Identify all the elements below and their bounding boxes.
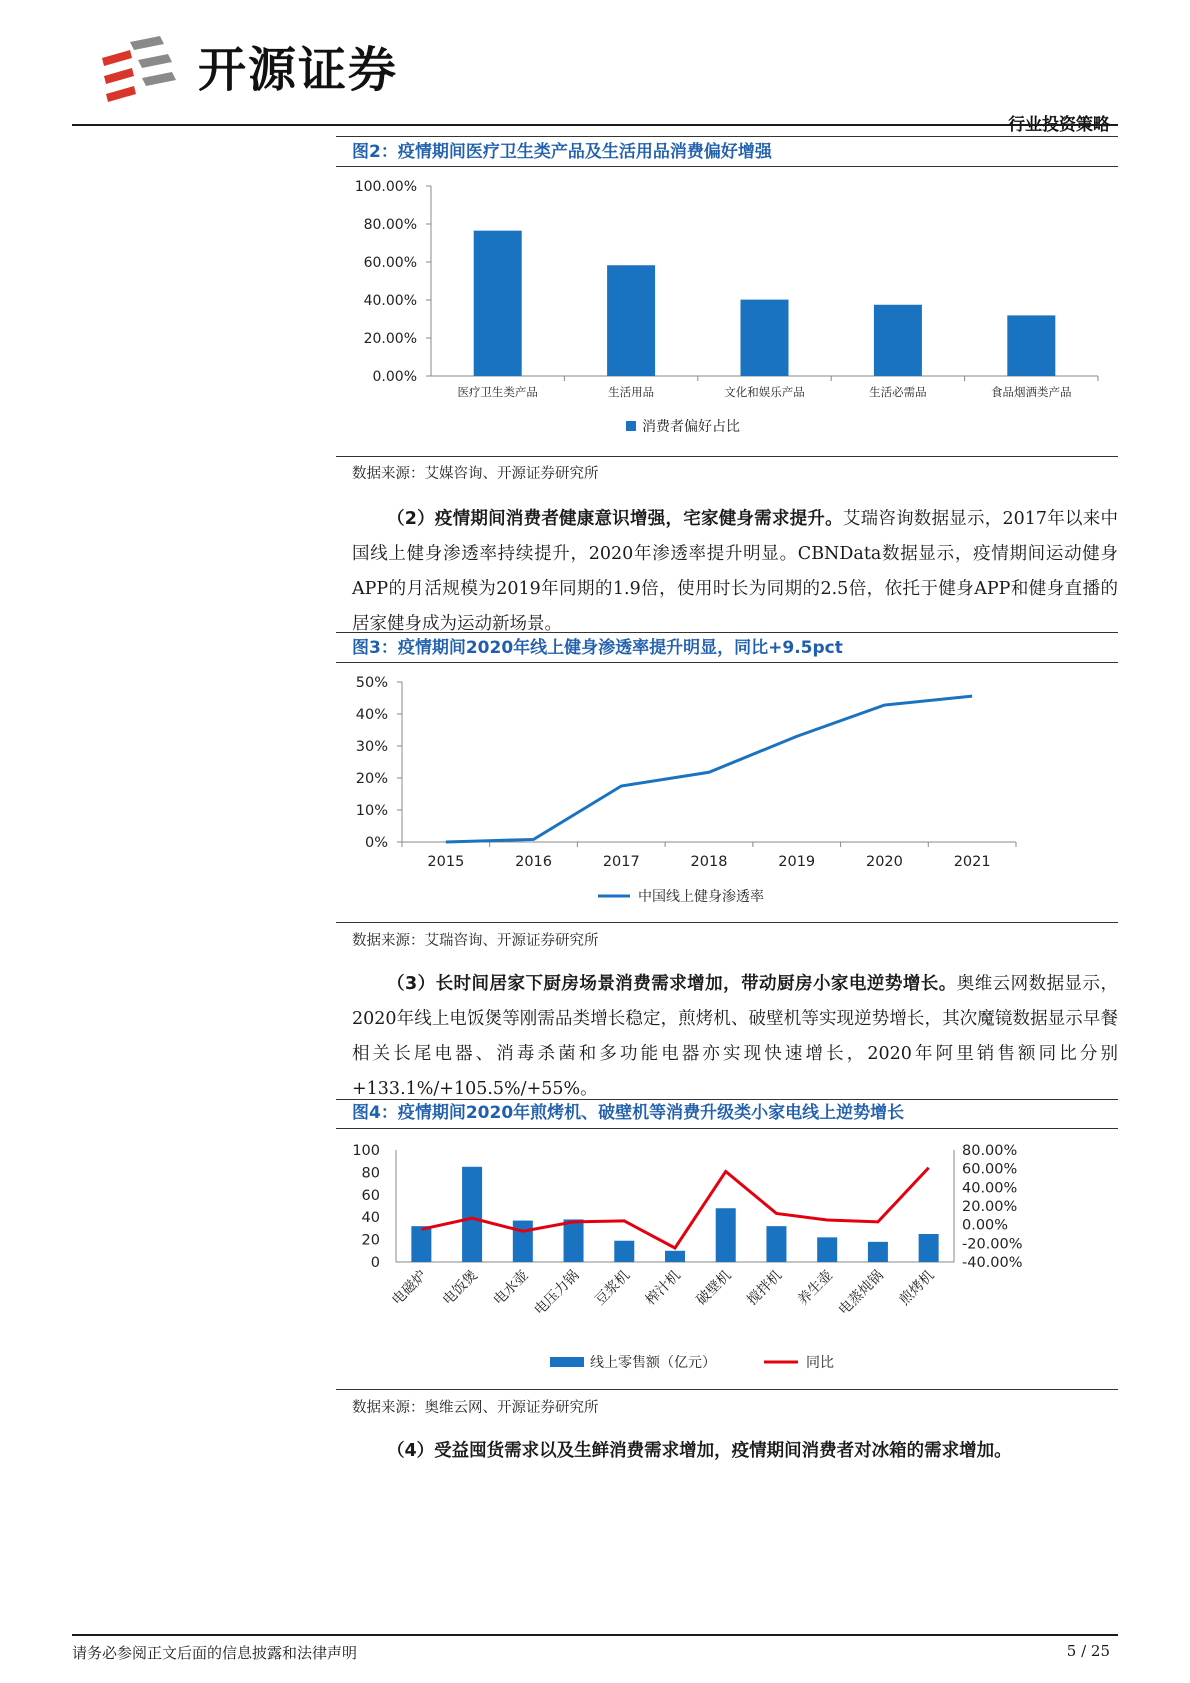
x-tick-label: 搅拌机 <box>744 1267 786 1309</box>
left-tick-label: 80 <box>361 1165 380 1182</box>
fig2-title: 图2：疫情期间医疗卫生类产品及生活用品消费偏好增强 <box>352 142 772 162</box>
legend-label: 中国线上健身渗透率 <box>638 889 764 905</box>
right-tick-label: 20.00% <box>962 1199 1018 1215</box>
y-tick-label: 100.00% <box>354 179 417 195</box>
right-tick-label: -40.00% <box>962 1255 1023 1271</box>
legend-bar-swatch <box>550 1357 584 1367</box>
paragraph-3 <box>352 967 1118 1107</box>
right-tick-label: 80.00% <box>962 1143 1018 1159</box>
x-tick-label: 电磁炉 <box>389 1267 431 1309</box>
fig4-combo-chart <box>336 1132 1118 1384</box>
paragraph-3-text: 奥维云网数据显示，2020年线上电饭煲等刚需品类增长稳定，煎烤机、破壁机等实现逆势增长，其次魔镜数据显示早餐相关长尾电器、消毒杀菌和多功能电器亦实现快速增长，2020年阿里销售额同比分别+133.1%/+105.5%/+55%。 <box>352 974 1118 1099</box>
fig3-line-chart <box>336 666 1118 916</box>
x-tick-label: 电饭煲 <box>439 1267 481 1309</box>
legend-label: 消费者偏好占比 <box>642 419 740 435</box>
fig3-source: 数据来源：艾瑞咨询、开源证券研究所 <box>352 933 599 949</box>
bar <box>474 231 522 376</box>
x-tick-label: 电水壶 <box>490 1267 532 1309</box>
footer-disclaimer: 请务必参阅正文后面的信息披露和法律声明 <box>72 1644 358 1662</box>
fig4-top-rule <box>336 1099 1118 1100</box>
y-tick-label: 40% <box>355 707 388 723</box>
left-tick-label: 0 <box>370 1255 380 1271</box>
x-tick-label: 生活必需品 <box>869 385 927 399</box>
y-tick-label: 80.00% <box>363 217 417 233</box>
bar <box>607 265 655 376</box>
fig2-bottom-rule <box>336 456 1118 457</box>
left-tick-label: 60 <box>361 1187 380 1204</box>
paragraph-2-lead: （2）疫情期间消费者健康意识增强，宅家健身需求提升。 <box>387 509 843 529</box>
fig4-source: 数据来源：奥维云网、开源证券研究所 <box>352 1400 599 1416</box>
x-tick-label: 2015 <box>427 854 465 870</box>
x-tick-label: 文化和娱乐产品 <box>724 385 805 399</box>
paragraph-2-text: 艾瑞咨询数据显示，2017年以来中国线上健身渗透率持续提升，2020年渗透率提升明显。CBNData数据显示，疫情期间运动健身APP的月活规模为2019年同期的1.9倍，使用时长为同期的2.5倍，依托于健身APP和健身直播的居家健身成为运动新场景。 <box>352 509 1118 634</box>
x-tick-label: 2016 <box>515 854 553 870</box>
fig4-title-rule <box>336 1128 1118 1129</box>
paragraph-4-lead: （4）受益囤货需求以及生鲜消费需求增加，疫情期间消费者对冰箱的需求增加。 <box>387 1441 1012 1461</box>
bar <box>411 1226 431 1262</box>
right-tick-label: 0.00% <box>962 1217 1009 1234</box>
bar <box>462 1167 482 1262</box>
x-tick-label: 2017 <box>602 854 640 870</box>
x-tick-label: 电蒸炖锅 <box>835 1267 887 1319</box>
legend-swatch <box>626 421 636 431</box>
fig2-bar-chart <box>336 170 1118 450</box>
left-tick-label: 20 <box>361 1232 380 1249</box>
x-tick-label: 生活用品 <box>608 385 655 399</box>
y-tick-label: 0.00% <box>372 369 417 385</box>
bar <box>874 305 922 376</box>
bar <box>665 1251 685 1262</box>
fig2-title-rule <box>336 166 1118 167</box>
x-tick-label: 2019 <box>778 854 816 870</box>
fig3-top-rule <box>336 632 1118 633</box>
bar <box>741 300 789 376</box>
header-divider <box>72 124 1118 126</box>
paragraph-2 <box>352 502 1118 642</box>
left-tick-label: 40 <box>361 1210 380 1227</box>
paragraph-4 <box>352 1434 1118 1469</box>
fig3-title-rule <box>336 662 1118 663</box>
y-tick-label: 50% <box>355 675 388 691</box>
legend-bar-label: 线上零售额（亿元） <box>590 1355 716 1371</box>
x-tick-label: 医疗卫生类产品 <box>457 385 538 399</box>
bar <box>766 1226 786 1262</box>
legend-line-label: 同比 <box>806 1355 834 1371</box>
fig2-source: 数据来源：艾媒咨询、开源证券研究所 <box>352 466 599 482</box>
report-type: 行业投资策略 <box>1008 115 1110 135</box>
x-tick-label: 电压力锅 <box>531 1267 583 1319</box>
y-tick-label: 40.00% <box>363 293 417 309</box>
y-tick-label: 60.00% <box>363 255 417 271</box>
x-tick-label: 破壁机 <box>693 1267 735 1309</box>
right-tick-label: 40.00% <box>962 1180 1018 1197</box>
bar <box>1007 315 1055 376</box>
right-tick-label: -20.00% <box>962 1236 1023 1253</box>
fig2-top-rule <box>336 136 1118 137</box>
right-tick-label: 60.00% <box>962 1161 1018 1178</box>
bar <box>919 1234 939 1262</box>
y-tick-label: 10% <box>355 803 388 819</box>
x-tick-label: 2020 <box>865 854 903 870</box>
fig3-bottom-rule <box>336 922 1118 923</box>
fig4-bottom-rule <box>336 1389 1118 1390</box>
bar <box>513 1221 533 1262</box>
bar <box>817 1237 837 1262</box>
y-tick-label: 0% <box>364 835 388 851</box>
x-tick-label: 豆浆机 <box>592 1267 634 1309</box>
logo-icon <box>98 36 178 106</box>
bar <box>614 1241 634 1262</box>
x-tick-label: 养生壶 <box>794 1267 837 1309</box>
x-tick-label: 食品烟酒类产品 <box>991 385 1072 399</box>
footer-divider <box>72 1634 1118 1636</box>
x-tick-label: 榨汁机 <box>642 1267 684 1309</box>
series-line <box>446 696 972 842</box>
x-tick-label: 煎烤机 <box>896 1267 938 1309</box>
y-tick-label: 20% <box>355 771 388 787</box>
paragraph-3-lead: （3）长时间居家下厨房场景消费需求增加，带动厨房小家电逆势增长。 <box>387 974 957 994</box>
company-name: 开源证券 <box>198 42 399 98</box>
x-tick-label: 2018 <box>690 854 728 870</box>
y-tick-label: 20.00% <box>363 331 417 347</box>
bar <box>564 1219 584 1262</box>
x-tick-label: 2021 <box>953 854 991 870</box>
y-tick-label: 30% <box>355 739 388 755</box>
page-number: 5 / 25 <box>1066 1642 1110 1660</box>
left-tick-label: 100 <box>352 1143 380 1159</box>
fig4-title: 图4：疫情期间2020年煎烤机、破壁机等消费升级类小家电线上逆势增长 <box>352 1103 905 1123</box>
fig3-title: 图3：疫情期间2020年线上健身渗透率提升明显，同比+9.5pct <box>352 638 843 658</box>
bar <box>868 1242 888 1262</box>
bar <box>716 1208 736 1262</box>
yoy-line <box>421 1168 928 1248</box>
